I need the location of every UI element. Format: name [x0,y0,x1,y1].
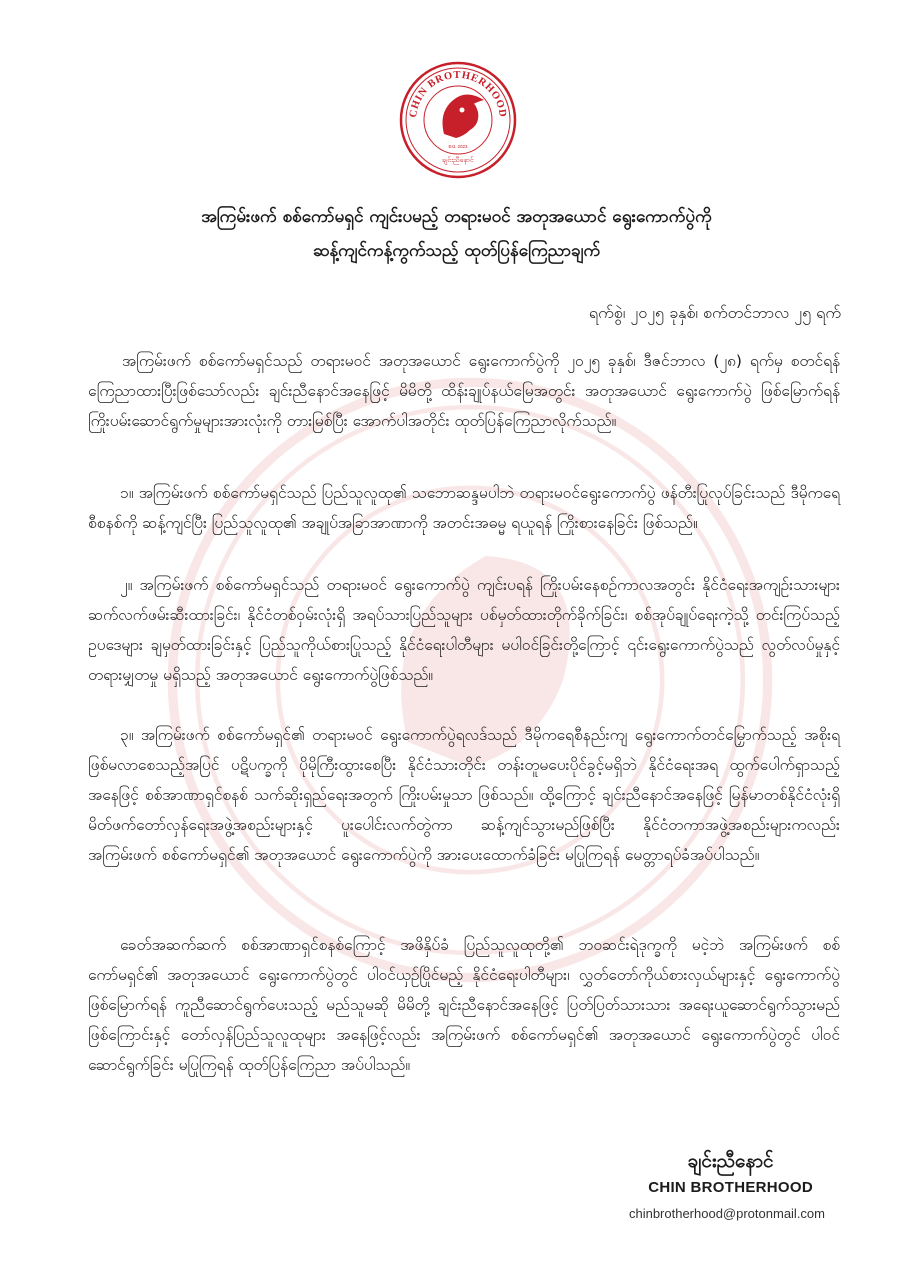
closing-paragraph: ခေတ်အဆက်ဆက် စစ်အာဏာရှင်စနစ်ကြောင့် အဖိနှိပ်ခံ ပြည်သူလူထုတို့၏ ဘဝဆင်းရဲဒုက္ခကို မငဲ့ဘဲ အကြမ်းဖက် စစ်ကော်မရှင်၏ အတုအယောင် ရွေးကောက်ပွဲတွင် ပါဝင်ယှဉ်ပြိုင်မည့် နိုင်ငံရေးပါတီများ၊ လွှတ်တော်ကိုယ်စားလှယ်များနှင့် ရွေးကောက်ပွဲဖြစ်မြောက်ရန် ကူညီဆောင်ရွက်ပေးသည့် မည်သူမဆို မိမိတို့ ချင်းညီနောင်အနေဖြင့် ပြတ်ပြတ်သားသား အရေးယူဆောင်ရွက်သွားမည်ဖြစ်ကြောင်းနှင့် တော်လှန်ပြည်သူလူထုများ အနေဖြင့်လည်း အကြမ်းဖက် စစ်ကော်မရှင်၏ အတုအယောင် ရွေးကောက်ပွဲတွင် ပါဝင်ဆောင်ရွက်ခြင်း မပြုကြရန် ထုတ်ပြန်ကြေညာ အပ်ပါသည်။ [88,936,840,1074]
chin-brotherhood-logo-icon [398,60,518,180]
logo-est-text: Est. 2023 [448,144,468,149]
statement-date: ရက်စွဲ၊ ၂၀၂၅ ခုနှစ်၊ စက်တင်ဘာလ ၂၅ ရက် [588,303,841,322]
logo-bottom-text: ချင်းညီနောင် [442,156,474,164]
title-line-2: ဆန့်ကျင်ကန့်ကွက်သည့် ထုတ်ပြန်ကြေညာချက် [312,241,601,261]
signature-block [648,1146,813,1200]
point-3-paragraph: ၃။ အကြမ်းဖက် စစ်ကော်မရှင်၏ တရားမဝင် ရွေးကောက်ပွဲရလဒ်သည် ဒီမိုကရေစီနည်းကျ ရွေးကောက်တင်မြှောက်သည့် အစိုးရဖြစ်မလာစေသည့်အပြင် ပဋိပက္ခကို ပိုမိုကြီးထွားစေပြီး နိုင်ငံသားတိုင်း တန်းတူမပေးပိုင်ခွင့်မရှိဘဲ နိုင်ငံရေးအရ ထွက်ပေါက်ရှာသည့်အနေဖြင့် စစ်အာဏာရှင်စနစ် သက်ဆိုးရှည်ရေးအတွက် ကြိုးပမ်းမှုသာ ဖြစ်သည်။ ထို့ကြောင့် ချင်းညီနောင်အနေဖြင့် မြန်မာတစ်နိုင်ငံလုံးရှိ မိတ်ဖက်တော်လှန်ရေးအဖွဲ့အစည်းများနှင့် ပူးပေါင်းလက်တွဲကာ ဆန့်ကျင်သွားမည်ဖြစ်ပြီး နိုင်ငံတကာအဖွဲ့အစည်းများကလည်း အကြမ်းဖက် စစ်ကော်မရှင်၏ အတုအယောင် ရွေးကောက်ပွဲကို အားပေးထောက်ခံခြင်း မပြုကြရန် မေတ္တာရပ်ခံအပ်ပါသည်။ [88,726,840,864]
statement-title [120,200,793,268]
contact-email[interactable]: chinbrotherhood@protonmail.com [628,1206,825,1221]
signature-name-english: CHIN BROTHERHOOD [648,1179,813,1196]
point-2-paragraph: ၂။ အကြမ်းဖက် စစ်ကော်မရှင်သည် တရားမဝင် ရွေးကောက်ပွဲ ကျင်းပရန် ကြိုးပမ်းနေစဉ်ကာလအတွင်း နိုင်ငံရေးအကျဉ်းသားများ ဆက်လက်ဖမ်းဆီးထားခြင်း၊ နိုင်ငံတစ်ဝှမ်းလုံးရှိ အရပ်သားပြည်သူများ ပစ်မှတ်ထားတိုက်ခိုက်ခြင်း၊ စစ်အုပ်ချုပ်ရေးကဲ့သို့ တင်းကြပ်သည့် ဥပဒေများ ချမှတ်ထားခြင်းနှင့် ပြည်သူကိုယ်စားပြုသည့် နိုင်ငံရေးပါတီများ မပါဝင်ခြင်းတို့ကြောင့် ၎င်းရွေးကောက်ပွဲသည် လွတ်လပ်မှုနှင့် တရားမျှတမှု မရှိသည့် အတုအယောင် ရွေးကောက်ပွဲဖြစ်သည်။ [88,576,840,684]
title-line-1: အကြမ်းဖက် စစ်ကော်မရှင် ကျင်းပမည့် တရားမဝင် အတုအယောင် ရွေးကောက်ပွဲကို [201,207,712,227]
point-1-paragraph: ၁။ အကြမ်းဖက် စစ်ကော်မရှင်သည် ပြည်သူလူထု၏ သဘောဆန္ဒမပါဘဲ တရားမဝင်ရွေးကောက်ပွဲ ဖန်တီးပြုလုပ်ခြင်းသည် ဒီမိုကရေစီစနစ်ကို ဆန့်ကျင်ပြီး ပြည်သူလူထု၏ အချုပ်အခြာအာဏာကို အတင်းအဓမ္မ ရယူရန် ကြိုးစားနေခြင်း ဖြစ်သည်။ [88,484,840,532]
logo-arc-text: CHIN BROTHERHOOD [407,69,509,119]
signature-name-burmese: ချင်းညီနောင် [687,1150,774,1172]
intro-paragraph: အကြမ်းဖက် စစ်ကော်မရှင်သည် တရားမဝင် အတုအယောင် ရွေးကောက်ပွဲကို ၂၀၂၅ ခုနှစ်၊ ဒီဇင်ဘာလ (၂၈) ရက်မှ စတင်ရန် ကြေညာထားပြီးဖြစ်သော်လည်း ချင်းညီနောင်အနေဖြင့် မိမိတို့ ထိန်းချုပ်နယ်မြေအတွင်း အတုအယောင် ရွေးကောက်ပွဲ ဖြစ်မြောက်ရန် ကြိုးပမ်းဆောင်ရွက်မှုများအားလုံးကို တားမြစ်ပြီး အောက်ပါအတိုင်း ထုတ်ပြန်ကြေညာလိုက်သည်။ [88,352,840,430]
